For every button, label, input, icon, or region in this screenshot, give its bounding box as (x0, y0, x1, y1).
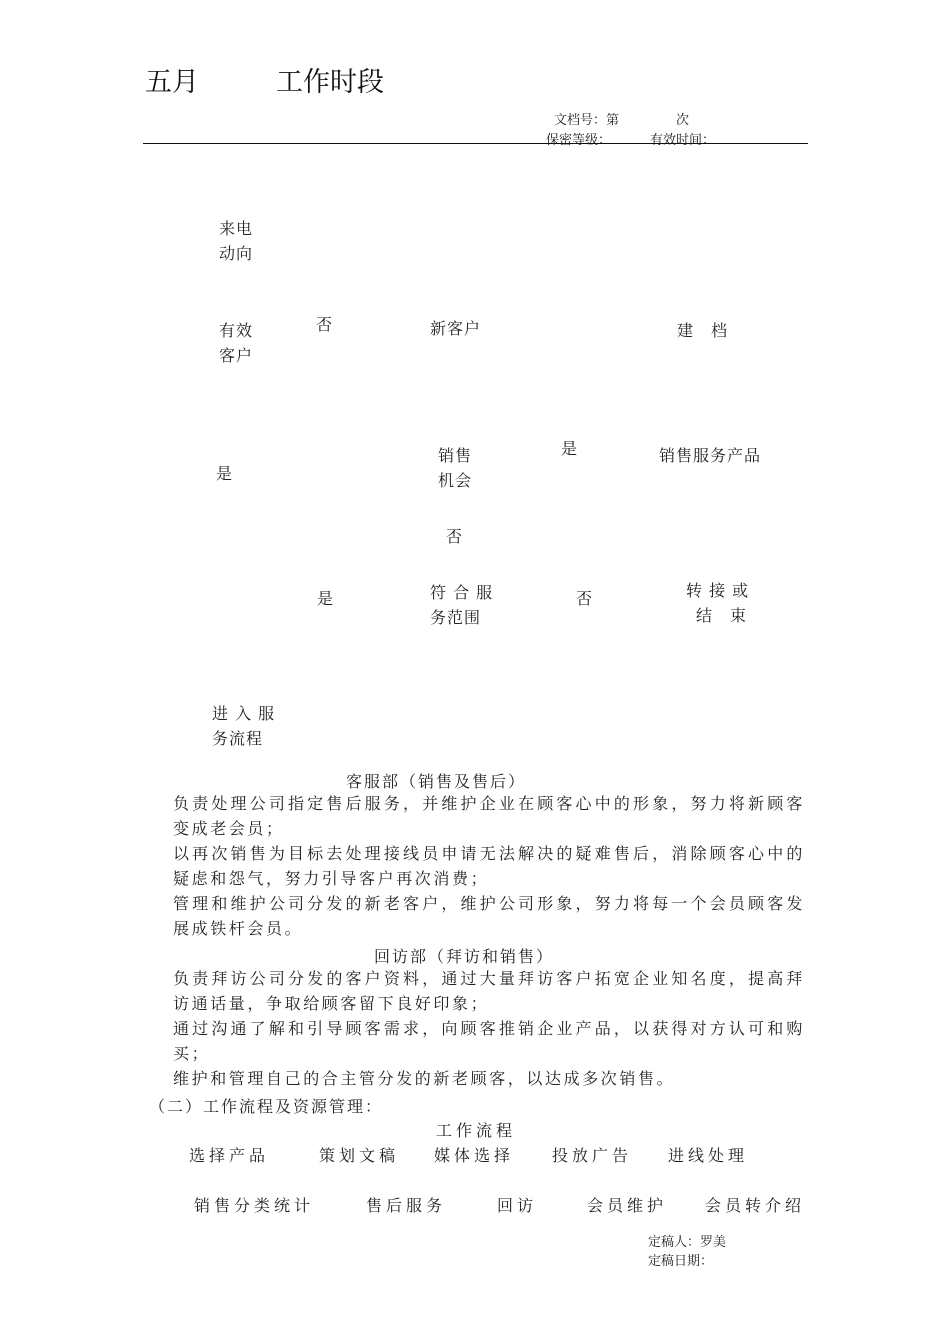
flow-no-2: 否 (446, 527, 464, 546)
return-visit-heading: 回访部（拜访和销售） (374, 947, 555, 966)
return-visit-paragraph: 维护和管理自己的合主管分发的新老顾客，以达成多次销售。 (173, 1069, 676, 1088)
workflow-step: 会员维护 (587, 1196, 668, 1215)
flow-yes-3: 是 (317, 589, 335, 608)
flow-new-customer: 新客户 (430, 319, 482, 338)
title-work-period: 工作时段 (276, 67, 384, 98)
valid-time-label: 有效时间： (650, 133, 716, 148)
author-label: 定稿人：罗美 (648, 1235, 727, 1250)
flow-create-file: 建 档 (677, 321, 729, 340)
workflow-step: 回访 (497, 1196, 538, 1215)
title-month: 五月 (145, 67, 199, 98)
flow-sales-opportunity-line1: 销售 (438, 446, 473, 465)
customer-service-paragraph: 以再次销售为目标去处理接线员申请无法解决的疑难售后，消除顾客心中的疑虑和怨气，努力引导客户再次消费； (173, 844, 805, 888)
flow-yes-2: 是 (561, 439, 579, 458)
workflow-step: 进线处理 (668, 1146, 749, 1165)
flow-sales-service-product: 销售服务产品 (659, 446, 762, 465)
flow-in-service-scope-line1: 符 合 服 (430, 583, 494, 602)
flow-yes-1: 是 (216, 464, 234, 483)
flow-enter-service (212, 701, 275, 751)
customer-service-heading: 客服部（销售及售后） (346, 772, 527, 791)
flow-transfer-or-end-line2: 结 束 (696, 606, 748, 625)
customer-service-paragraph: 负责处理公司指定售后服务，并维护企业在顾客心中的形象，努力将新顾客变成老会员； (173, 794, 805, 838)
secrecy-level-label: 保密等级： (546, 133, 612, 148)
doc-number-label: 文档号：第 (554, 113, 620, 128)
finalize-date-label: 定稿日期： (648, 1254, 714, 1269)
flow-valid-customer-line1: 有效 (219, 321, 254, 340)
flow-transfer-or-end (686, 578, 749, 628)
workflow-step: 会员转介绍 (705, 1196, 806, 1215)
flow-enter-service-line1: 进 入 服 (212, 704, 276, 723)
doc-number-suffix: 次 (676, 113, 690, 128)
return-visit-paragraph: 负责拜访公司分发的客户资料，通过大量拜访客户拓宽企业知名度，提高拜访通话量，争取给顾客留下良好印象； (173, 969, 805, 1013)
flow-transfer-or-end-line1: 转 接 或 (686, 581, 750, 600)
flow-sales-opportunity-line2: 机会 (438, 471, 473, 490)
flow-enter-service-line2: 务流程 (212, 729, 264, 748)
flow-in-service-scope (430, 580, 493, 630)
flow-incoming-call (219, 216, 253, 266)
workflow-step: 销售分类统计 (194, 1196, 315, 1215)
workflow-step: 媒体选择 (434, 1146, 515, 1165)
flow-incoming-call-line1: 来电 (219, 219, 254, 238)
flow-no-1: 否 (316, 315, 334, 334)
workflow-step: 策划文稿 (319, 1146, 400, 1165)
header-rule (143, 143, 808, 144)
flow-incoming-call-line2: 动向 (219, 244, 254, 263)
flow-sales-opportunity (438, 443, 472, 493)
flow-no-3: 否 (576, 589, 594, 608)
workflow-step: 售后服务 (366, 1196, 447, 1215)
flow-valid-customer-line2: 客户 (219, 346, 254, 365)
flow-valid-customer (219, 318, 253, 368)
workflow-title: 工作流程 (436, 1121, 517, 1140)
section-two-heading: （二）工作流程及资源管理： (149, 1097, 384, 1116)
flow-in-service-scope-line2: 务范围 (430, 608, 482, 627)
workflow-step: 选择产品 (189, 1146, 270, 1165)
customer-service-paragraph: 管理和维护公司分发的新老客户，维护公司形象，努力将每一个会员顾客发展成铁杆会员。 (173, 894, 805, 938)
workflow-step: 投放广告 (552, 1146, 633, 1165)
return-visit-paragraph: 通过沟通了解和引导顾客需求，向顾客推销企业产品，以获得对方认可和购买； (173, 1019, 805, 1063)
